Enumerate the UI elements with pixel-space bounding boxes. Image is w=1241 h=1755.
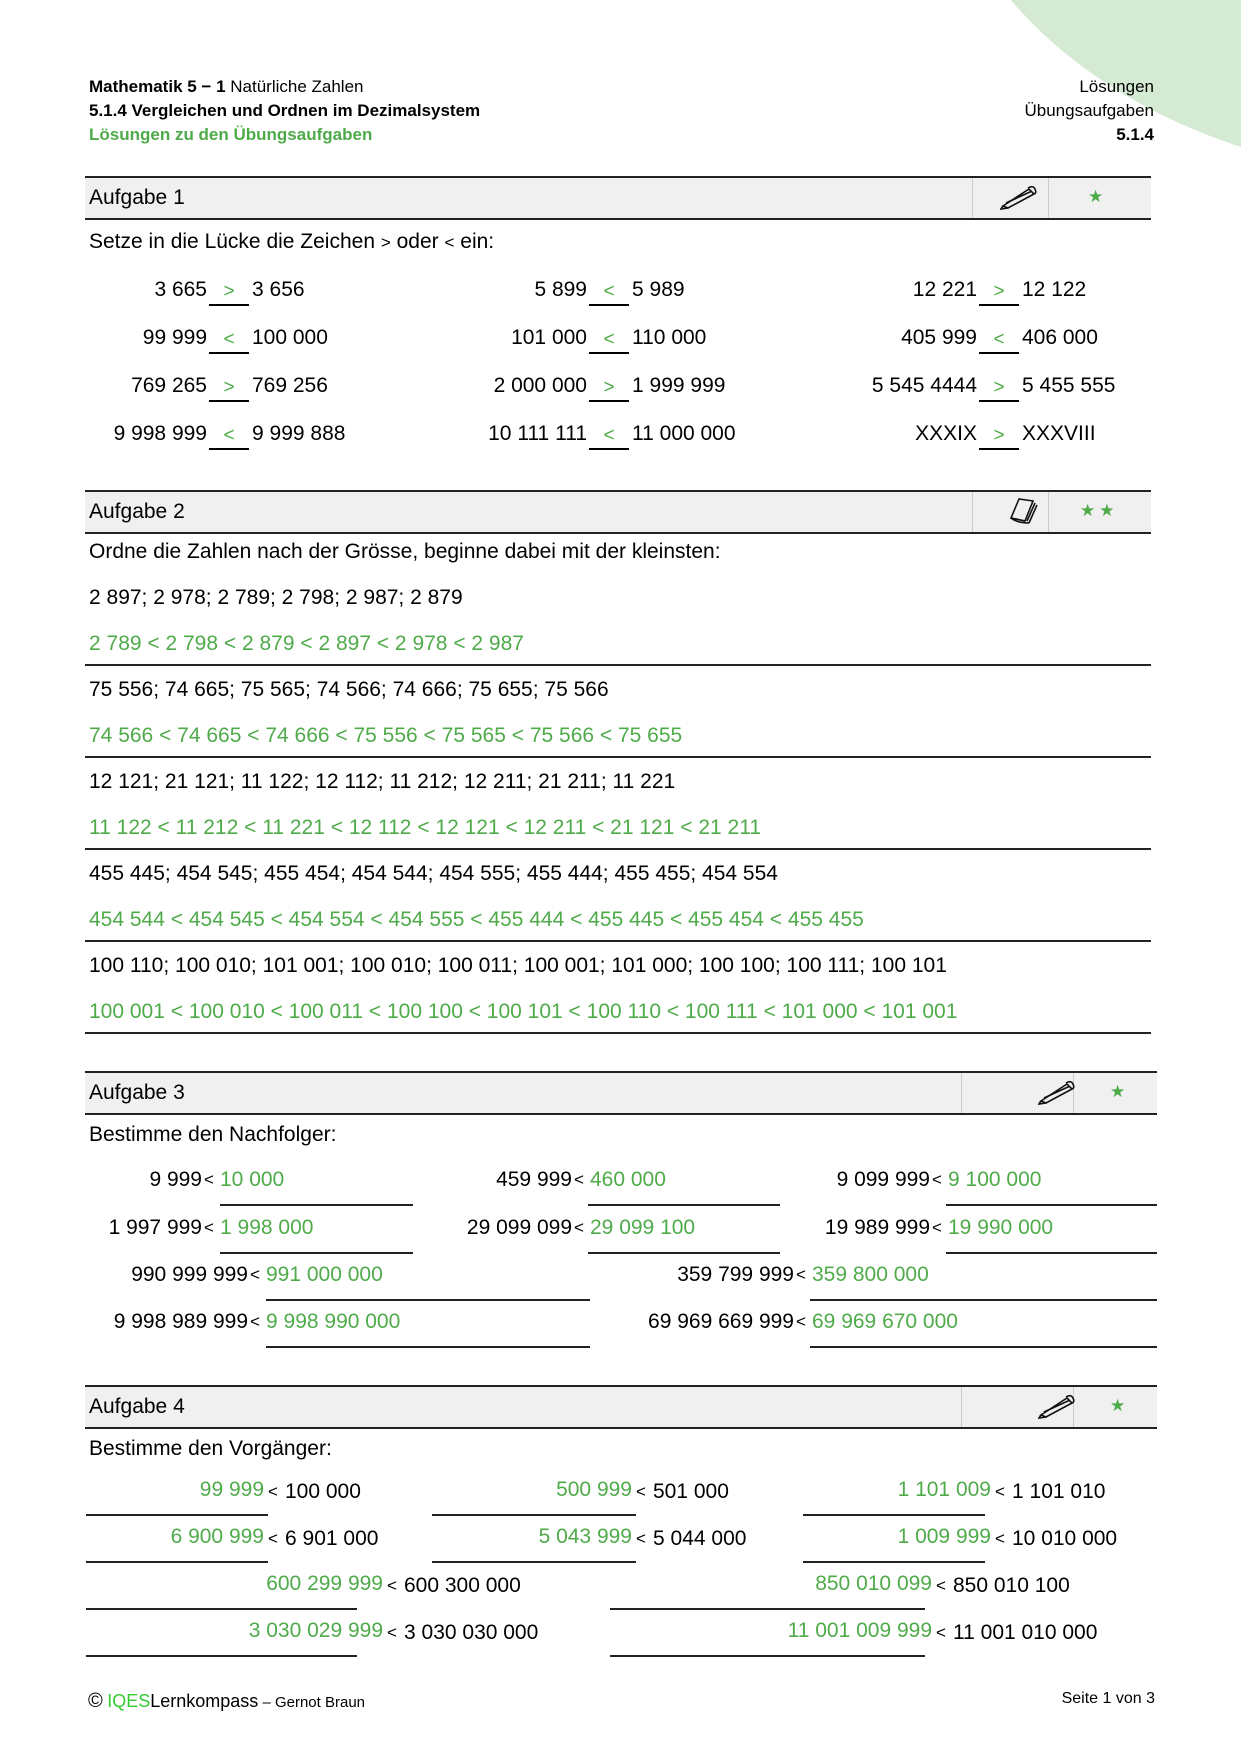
given-numbers: 100 110; 100 010; 101 001; 100 010; 100 011; 100 001; 101 000; 100 100; 100 111; 100 101 (89, 954, 947, 977)
aufgabe4-instruction: Bestimme den Vorgänger: (89, 1437, 332, 1460)
comparison-right: 110 000 (632, 326, 707, 349)
column-divider (972, 178, 973, 218)
less-than-symbol: < (936, 1576, 946, 1595)
given-numbers: 12 121; 21 121; 11 122; 12 112; 11 212; 12 211; 21 211; 11 221 (89, 770, 676, 793)
answer-line[interactable] (810, 1346, 1157, 1348)
predecessor-answer: 1 101 009 (897, 1478, 991, 1501)
given-number: 9 998 989 999 (113, 1310, 248, 1333)
brand-lernkompass: Lernkompass (150, 1691, 259, 1711)
comparison-right: XXXVIII (1022, 422, 1096, 445)
sorted-answer: 74 566 < 74 665 < 74 666 < 75 556 < 75 565 < 75 566 < 75 655 (89, 724, 683, 747)
comparison-gap (978, 422, 1020, 450)
aufgabe2-instruction: Ordne die Zahlen nach der Grösse, beginne dabei mit der kleinsten: (89, 540, 721, 563)
given-number: 359 799 999 (677, 1263, 794, 1286)
given-number: 10 010 000 (1012, 1527, 1118, 1550)
answer-line[interactable] (803, 1561, 985, 1563)
footer-brand (88, 1690, 365, 1713)
predecessor-answer: 3 030 029 999 (248, 1619, 383, 1642)
comparison-gap (978, 374, 1020, 402)
less-than-symbol: < (932, 1218, 942, 1237)
less-than-symbol: < (995, 1529, 1005, 1548)
answer-blank[interactable] (209, 326, 249, 354)
less-than-symbol: < (250, 1265, 260, 1284)
aufgabe2-titlebar (85, 490, 1151, 534)
header-right-line2: Übungsaufgaben (1024, 101, 1154, 120)
answer-symbol: > (993, 281, 1005, 302)
answer-line[interactable] (946, 1252, 1157, 1254)
row-divider (85, 664, 1151, 666)
answer-line[interactable] (432, 1514, 636, 1516)
given-number: 9 099 999 (836, 1168, 930, 1191)
given-numbers: 2 897; 2 978; 2 789; 2 798; 2 987; 2 879 (89, 586, 463, 609)
sorted-answer: 100 001 < 100 010 < 100 011 < 100 100 < 100 101 < 100 110 < 100 111 < 101 000 < 101 001 (89, 1000, 958, 1023)
column-divider (1048, 178, 1049, 218)
comparison-right: 3 656 (252, 278, 305, 301)
less-than-symbol: < (796, 1312, 806, 1331)
less-than-symbol: < (268, 1482, 278, 1501)
given-number: 600 300 000 (404, 1574, 521, 1597)
aufgabe4-title: Aufgabe 4 (89, 1395, 185, 1418)
given-number: 100 000 (285, 1480, 361, 1503)
predecessor-answer: 5 043 999 (538, 1525, 632, 1548)
successor-answer: 991 000 000 (266, 1263, 383, 1286)
answer-blank[interactable] (979, 278, 1019, 306)
given-number: 29 099 099 (466, 1216, 572, 1239)
less-than-symbol: < (636, 1529, 646, 1548)
less-than-symbol: < (574, 1170, 584, 1189)
answer-line[interactable] (86, 1655, 357, 1657)
difficulty-stars: ★ (1088, 187, 1108, 206)
answer-blank[interactable] (589, 326, 629, 354)
aufgabe1-title: Aufgabe 1 (89, 186, 185, 209)
comparison-right: 12 122 (1022, 278, 1087, 301)
answer-symbol: < (223, 329, 235, 350)
less-than-symbol: < (636, 1482, 646, 1501)
course-line (89, 74, 364, 99)
answer-line[interactable] (610, 1655, 925, 1657)
given-number: 9 999 (149, 1168, 202, 1191)
answer-symbol: > (993, 377, 1005, 398)
comparison-gap (208, 374, 250, 402)
answer-line[interactable] (86, 1561, 268, 1563)
brand-iqes: IQES (107, 1691, 151, 1711)
comparison-left: 99 999 (142, 326, 207, 349)
less-than-symbol: < (444, 233, 455, 252)
answer-symbol: > (603, 377, 615, 398)
given-numbers: 455 445; 454 545; 455 454; 454 544; 454 555; 455 444; 455 455; 454 554 (89, 862, 778, 885)
given-number: 501 000 (653, 1480, 729, 1503)
answer-symbol: > (993, 425, 1005, 446)
comparison-left: 405 999 (901, 326, 977, 349)
answer-symbol: < (603, 425, 615, 446)
given-number: 19 989 999 (824, 1216, 930, 1239)
less-than-symbol: < (932, 1170, 942, 1189)
answer-line[interactable] (220, 1252, 413, 1254)
aufgabe1-instruction (89, 230, 494, 254)
answer-blank[interactable] (209, 422, 249, 450)
column-divider (961, 1073, 962, 1113)
less-than-symbol: < (387, 1576, 397, 1595)
row-divider (85, 756, 1151, 758)
section-title: 5.1.4 Vergleichen und Ordnen im Dezimalsystem (89, 101, 481, 120)
answer-line[interactable] (946, 1204, 1157, 1206)
answer-line[interactable] (86, 1514, 268, 1516)
comparison-left: 5 899 (534, 278, 587, 301)
successor-answer: 9 100 000 (948, 1168, 1042, 1191)
comparison-gap (208, 326, 250, 354)
author: – Gernot Braun (258, 1694, 366, 1711)
aufgabe3-title: Aufgabe 3 (89, 1081, 185, 1104)
aufgabe3-instruction: Bestimme den Nachfolger: (89, 1123, 337, 1146)
answer-line[interactable] (803, 1514, 985, 1516)
page-number: Seite 1 von 3 (1061, 1690, 1155, 1707)
comparison-left: 9 998 999 (113, 422, 207, 445)
comparison-right: 5 455 555 (1022, 374, 1116, 397)
less-than-symbol: < (574, 1218, 584, 1237)
successor-answer: 460 000 (590, 1168, 666, 1191)
predecessor-answer: 600 299 999 (266, 1572, 383, 1595)
given-number: 1 101 010 (1012, 1480, 1106, 1503)
answer-line[interactable] (610, 1608, 925, 1610)
comparison-gap (588, 422, 630, 450)
given-number: 850 010 100 (953, 1574, 1070, 1597)
instruction-text: oder (390, 230, 445, 253)
answer-line[interactable] (588, 1204, 780, 1206)
course-number: Mathematik 5 − 1 (89, 77, 226, 96)
aufgabe1-titlebar (85, 176, 1151, 220)
less-than-symbol: < (936, 1623, 946, 1642)
given-number: 990 999 999 (131, 1263, 248, 1286)
pencil-icon (1038, 1393, 1076, 1424)
given-number: 69 969 669 999 (648, 1310, 794, 1333)
comparison-gap (978, 278, 1020, 306)
answer-line[interactable] (810, 1299, 1157, 1301)
given-number: 459 999 (496, 1168, 572, 1191)
comparison-left: XXXIX (915, 422, 977, 445)
aufgabe3-titlebar (85, 1071, 1157, 1115)
comparison-right: 9 999 888 (252, 422, 346, 445)
comparison-right: 1 999 999 (632, 374, 726, 397)
less-than-symbol: < (995, 1482, 1005, 1501)
row-divider (85, 1032, 1151, 1034)
pencil-icon (1000, 184, 1038, 215)
less-than-symbol: < (268, 1529, 278, 1548)
answer-blank[interactable] (209, 374, 249, 402)
successor-answer: 29 099 100 (590, 1216, 696, 1239)
comparison-left: 101 000 (511, 326, 587, 349)
answer-line[interactable] (220, 1204, 413, 1206)
less-than-symbol: < (387, 1623, 397, 1642)
header-right-line1: Lösungen (1079, 77, 1154, 96)
subtitle: Lösungen zu den Übungsaufgaben (89, 125, 373, 144)
successor-answer: 1 998 000 (220, 1216, 314, 1239)
answer-line[interactable] (588, 1252, 780, 1254)
answer-blank[interactable] (589, 374, 629, 402)
comparison-right: 100 000 (252, 326, 328, 349)
less-than-symbol: < (204, 1170, 214, 1189)
aufgabe2-title: Aufgabe 2 (89, 500, 185, 523)
instruction-text: ein: (454, 230, 495, 253)
sorted-answer: 454 544 < 454 545 < 454 554 < 454 555 < 455 444 < 455 445 < 455 454 < 455 455 (89, 908, 864, 931)
course-topic: Natürliche Zahlen (225, 77, 364, 96)
comparison-right: 11 000 000 (632, 422, 736, 445)
greater-than-symbol: > (380, 233, 391, 252)
answer-blank[interactable] (209, 278, 249, 306)
given-number: 3 030 030 000 (404, 1621, 539, 1644)
header-right-code: 5.1.4 (1116, 125, 1154, 144)
answer-line[interactable] (86, 1608, 357, 1610)
booklet-icon (1007, 496, 1041, 533)
aufgabe4-titlebar (85, 1385, 1157, 1429)
answer-blank[interactable] (979, 422, 1019, 450)
answer-symbol: < (603, 329, 615, 350)
comparison-left: 769 265 (131, 374, 207, 397)
given-number: 11 001 010 000 (953, 1621, 1098, 1644)
comparison-gap (978, 326, 1020, 354)
difficulty-stars: ★★ (1080, 501, 1119, 520)
difficulty-stars: ★ (1110, 1396, 1130, 1415)
predecessor-answer: 850 010 099 (815, 1572, 932, 1595)
answer-blank[interactable] (979, 374, 1019, 402)
answer-blank[interactable] (589, 422, 629, 450)
predecessor-answer: 500 999 (556, 1478, 632, 1501)
predecessor-answer: 11 001 009 999 (787, 1619, 932, 1642)
successor-answer: 359 800 000 (812, 1263, 929, 1286)
given-number: 5 044 000 (653, 1527, 747, 1550)
answer-symbol: < (223, 425, 235, 446)
comparison-right: 406 000 (1022, 326, 1098, 349)
given-number: 1 997 999 (108, 1216, 202, 1239)
answer-symbol: > (223, 377, 235, 398)
row-divider (85, 940, 1151, 942)
comparison-left: 12 221 (912, 278, 977, 301)
less-than-symbol: < (250, 1312, 260, 1331)
answer-line[interactable] (432, 1561, 636, 1563)
column-divider (961, 1387, 962, 1427)
given-number: 6 901 000 (285, 1527, 379, 1550)
column-divider (972, 492, 973, 532)
comparison-left: 2 000 000 (493, 374, 587, 397)
comparison-left: 3 665 (154, 278, 207, 301)
successor-answer: 69 969 670 000 (812, 1310, 958, 1333)
comparison-gap (208, 278, 250, 306)
comparison-gap (588, 374, 630, 402)
predecessor-answer: 6 900 999 (170, 1525, 264, 1548)
given-numbers: 75 556; 74 665; 75 565; 74 566; 74 666; 75 655; 75 566 (89, 678, 609, 701)
successor-answer: 9 998 990 000 (266, 1310, 401, 1333)
less-than-symbol: < (796, 1265, 806, 1284)
less-than-symbol: < (204, 1218, 214, 1237)
comparison-left: 5 545 4444 (871, 374, 977, 397)
sorted-answer: 2 789 < 2 798 < 2 879 < 2 897 < 2 978 < 2 987 (89, 632, 524, 655)
difficulty-stars: ★ (1110, 1082, 1130, 1101)
comparison-gap (208, 422, 250, 450)
sorted-answer: 11 122 < 11 212 < 11 221 < 12 112 < 12 121 < 12 211 < 21 121 < 21 211 (89, 816, 762, 839)
successor-answer: 10 000 (220, 1168, 285, 1191)
instruction-text: Setze in die Lücke die Zeichen (89, 230, 381, 253)
answer-blank[interactable] (979, 326, 1019, 354)
comparison-right: 769 256 (252, 374, 328, 397)
answer-blank[interactable] (589, 278, 629, 306)
comparison-gap (588, 278, 630, 306)
answer-line[interactable] (266, 1299, 590, 1301)
comparison-right: 5 989 (632, 278, 685, 301)
answer-symbol: < (993, 329, 1005, 350)
pencil-icon (1038, 1079, 1076, 1110)
answer-symbol: < (603, 281, 615, 302)
copyright-icon: © (88, 1690, 103, 1712)
comparison-gap (588, 326, 630, 354)
answer-symbol: > (223, 281, 235, 302)
column-divider (1048, 492, 1049, 532)
comparison-left: 10 111 111 (488, 422, 587, 445)
predecessor-answer: 99 999 (199, 1478, 264, 1501)
predecessor-answer: 1 009 999 (897, 1525, 991, 1548)
row-divider (85, 848, 1151, 850)
answer-line[interactable] (266, 1346, 590, 1348)
successor-answer: 19 990 000 (948, 1216, 1054, 1239)
